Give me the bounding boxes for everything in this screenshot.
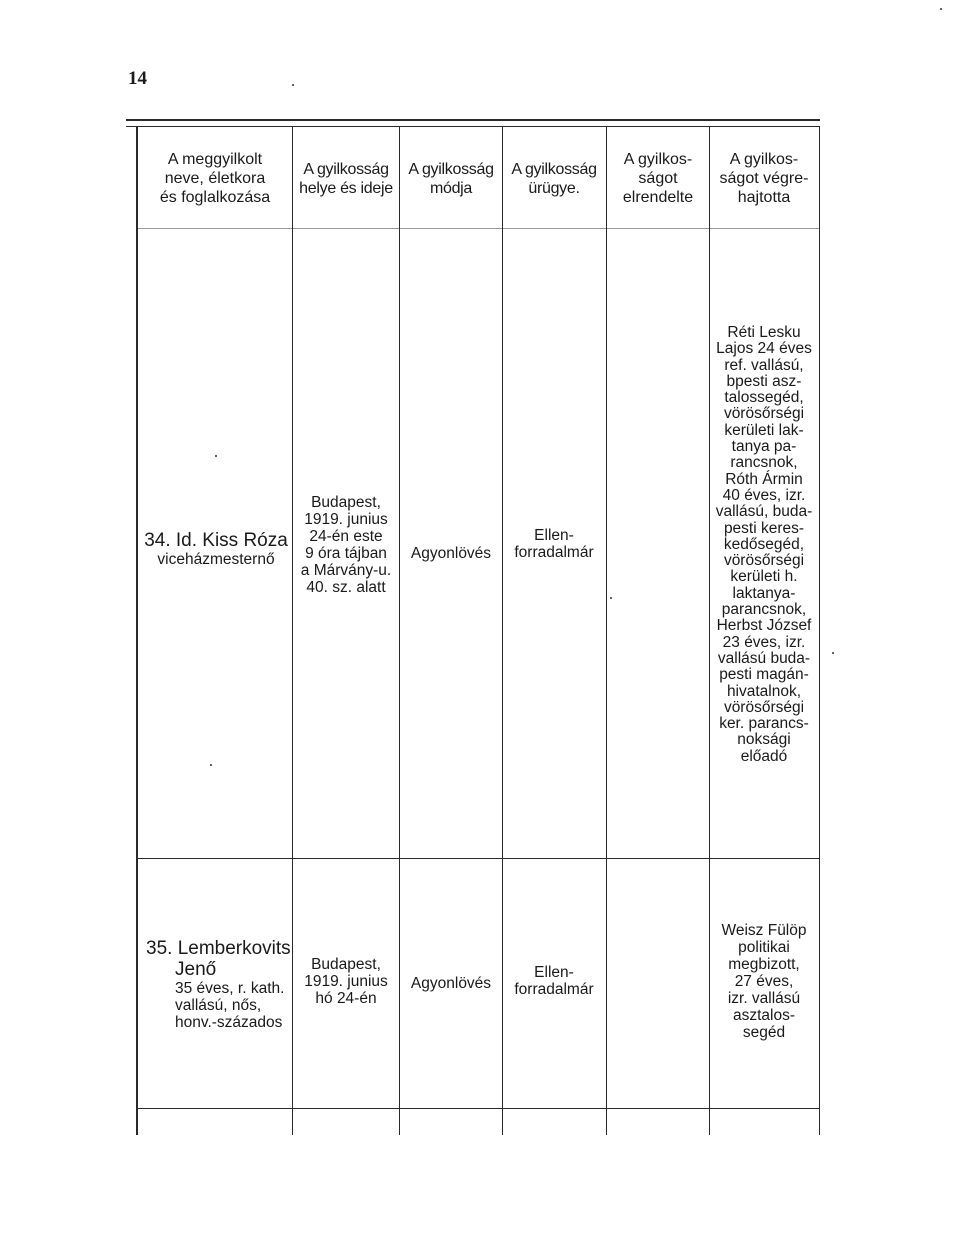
header-executed-by-line: hajtotta (737, 189, 791, 206)
header-executed-by-line: ságot végre- (719, 170, 809, 187)
header-pretext (503, 160, 605, 198)
executed-by-line: vörösőrségi (723, 552, 805, 570)
executed-by-line: Lajos 24 éves (716, 340, 812, 358)
pretext-line: forradalmár (514, 544, 594, 561)
col-rule-4 (606, 127, 607, 1135)
executed-by-line: segéd (742, 1024, 786, 1041)
header-pretext-line: A gyilkosság (511, 161, 597, 178)
victim-detail: 35 éves, r. kath. (175, 980, 285, 997)
header-place-time-line: helye és ideje (299, 180, 393, 197)
place-time-line: 9 óra tájban (305, 545, 387, 562)
pretext-line: Ellen- (534, 527, 574, 544)
header-ordered-by-line: elrendelte (622, 189, 694, 206)
executed-by-line: kedősegéd, (723, 535, 805, 553)
scan-speck (210, 764, 212, 766)
executed-by-line: politikai (738, 939, 790, 956)
place-time-line: Budapest, (311, 494, 381, 511)
executed-by-line: Róth Ármin (725, 470, 803, 488)
scan-speck (215, 455, 217, 457)
header-victim-line: A meggyilkolt (167, 151, 263, 168)
executed-by-line: Weisz Fülöp (721, 922, 807, 939)
victim-name-cont: Jenő (175, 959, 217, 980)
executed-by-line: ref. vallású, (724, 356, 804, 374)
table-top-rule (126, 119, 820, 121)
row-35-pretext (503, 964, 605, 998)
header-method-line: módja (429, 180, 473, 197)
executed-by-line: rancsnok, (730, 454, 798, 472)
place-time-line: hó 24-én (315, 990, 377, 1007)
place-time-line: Budapest, (311, 956, 381, 973)
header-place-time-line: A gyilkosság (303, 161, 389, 178)
executed-by-line: pesti keres- (723, 519, 805, 537)
scan-speck (292, 84, 294, 86)
row-34-method (400, 545, 502, 562)
scan-speck (940, 8, 942, 10)
victim-occupation: viceházmesternő (157, 551, 275, 568)
header-victim-line: és foglalkozása (159, 189, 271, 206)
row-35-method (400, 975, 502, 992)
col-rule-1 (292, 127, 293, 1135)
executed-by-line: kerületi h. (730, 568, 798, 586)
executed-by-line: izr. vallású (727, 990, 801, 1007)
executed-by-line: tanya pa- (731, 438, 797, 456)
place-time-line: a Márvány-u. (300, 562, 392, 579)
executed-by-line: bpesti asz- (726, 372, 802, 390)
executed-by-line: asztalos- (732, 1007, 796, 1024)
header-victim-line: neve, életkora (164, 170, 266, 187)
table-bottom-rule (136, 1108, 820, 1109)
executed-by-line: talossegéd, (724, 389, 804, 407)
col-rule-right (819, 127, 820, 1135)
row-separator (136, 858, 820, 859)
page-number: 14 (128, 68, 147, 89)
executed-by-line: 27 éves, (734, 973, 794, 990)
executed-by-line: vallású, buda- (715, 503, 813, 521)
header-victim (140, 150, 290, 207)
place-time-line: 1919. junius (304, 511, 388, 528)
row-34-victim (140, 530, 292, 568)
victim-detail: vallású, nős, (175, 997, 262, 1014)
executed-by-line: parancsnok, (721, 601, 807, 619)
executed-by-line: Réti Lesku (727, 324, 801, 341)
row-35-victim (146, 938, 292, 1031)
victim-name: 34. Id. Kiss Róza (144, 530, 288, 551)
header-method-line: A gyilkosság (408, 161, 494, 178)
place-time-line: 40. sz. alatt (306, 579, 386, 596)
victim-name: 35. Lemberkovits (146, 938, 291, 959)
executed-by-line: vallású buda- (717, 649, 811, 667)
method-text: Agyonlövés (410, 545, 492, 562)
scan-speck (832, 652, 834, 654)
executed-by-line: előadó (740, 747, 788, 765)
victim-detail: honv.-százados (175, 1014, 283, 1031)
header-executed-by (710, 150, 818, 207)
executed-by-line: Herbst József (716, 617, 812, 635)
executed-by-line: megbizott, (728, 956, 800, 973)
header-place-time (294, 160, 398, 198)
executed-by-line: pesti magán- (719, 666, 809, 684)
row-34-executed-by (710, 325, 818, 765)
executed-by-line: noksági (737, 731, 791, 749)
executed-by-line: 40 éves, izr. (722, 486, 806, 504)
header-ordered-by-line: ságot (638, 170, 678, 187)
header-ordered-by (607, 150, 709, 207)
place-time-line: 24-én este (309, 528, 383, 545)
header-bottom-rule (136, 228, 820, 229)
header-ordered-by-line: A gyilkos- (623, 151, 693, 168)
place-time-line: 1919. junius (304, 973, 388, 990)
row-35-place-time (294, 956, 398, 1007)
row-35-executed-by (710, 922, 818, 1041)
table-top-rule-thin (126, 126, 820, 127)
executed-by-line: laktanya- (732, 584, 796, 602)
col-rule-left (136, 127, 138, 1135)
pretext-line: forradalmár (514, 981, 594, 998)
pretext-line: Ellen- (534, 964, 574, 981)
executed-by-line: kerületi lak- (724, 421, 804, 439)
executed-by-line: vörösőrségi (723, 698, 805, 716)
method-text: Agyonlövés (410, 975, 492, 992)
executed-by-line: ker. parancs- (719, 715, 809, 733)
header-pretext-line: ürügye. (528, 180, 580, 197)
row-34-place-time (294, 494, 398, 596)
executed-by-line: vörösőrségi (723, 405, 805, 423)
header-executed-by-line: A gyilkos- (729, 151, 799, 168)
scan-speck (610, 597, 612, 599)
header-method (401, 160, 501, 198)
executed-by-line: 23 éves, izr. (722, 633, 806, 651)
executed-by-line: hivatalnok, (726, 682, 802, 700)
row-34-pretext (503, 527, 605, 561)
